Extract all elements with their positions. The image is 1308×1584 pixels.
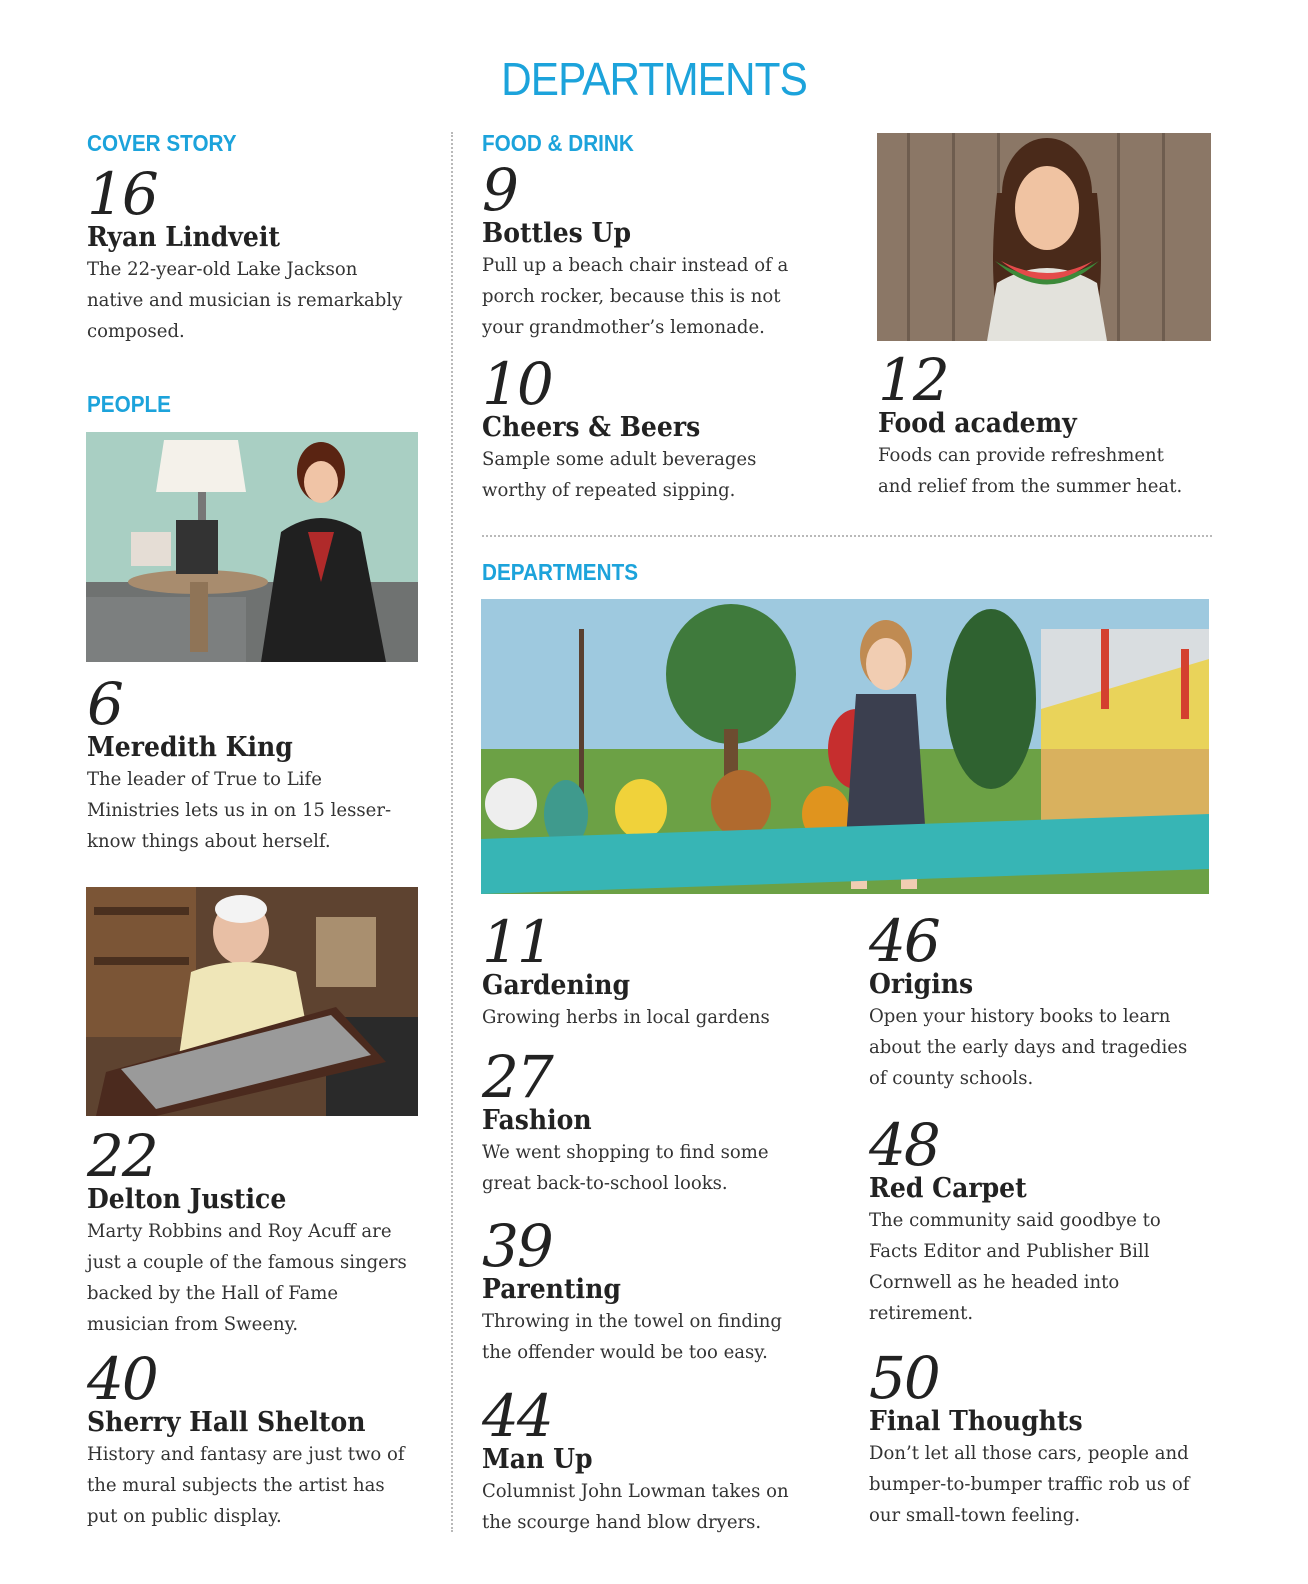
entry-man-up[interactable] — [482, 1382, 832, 1538]
entry-description: Growing herbs in local gardens — [482, 1006, 770, 1028]
entry-title: Meredith King — [87, 732, 293, 763]
entry-description: Open your history books to learn about the early days and tragedies of county schools. — [869, 1005, 1188, 1089]
entry-title: Sherry Hall Shelton — [87, 1407, 366, 1438]
page-number: 10 — [482, 350, 552, 418]
entry-title: Fashion — [482, 1105, 592, 1136]
photo-delton-justice — [86, 887, 418, 1116]
entry-description: Foods can provide refreshment and relief from the summer heat. — [878, 444, 1183, 497]
section-food-drink: FOOD & DRINK — [482, 130, 634, 156]
entry-description: Columnist John Lowman takes on the scourge hand blow dryers. — [482, 1480, 789, 1533]
section-departments: DEPARTMENTS — [482, 559, 639, 585]
section-cover-story: COVER STORY — [87, 130, 237, 156]
page-number: 46 — [869, 907, 939, 975]
entry-description: The community said goodbye to Facts Editor and Publisher Bill Cornwell as he headed into retirement. — [869, 1209, 1161, 1324]
photo-meredith-king — [86, 432, 418, 662]
entry-description: Pull up a beach chair instead of a porch rocker, because this is not your grandmother’s lemonade. — [482, 254, 789, 338]
entry-description: We went shopping to find some great back-to-school looks. — [482, 1141, 769, 1194]
page-number: 48 — [869, 1111, 939, 1179]
entry-description: History and fantasy are just two of the mural subjects the artist has put on public display. — [87, 1443, 405, 1527]
page-number: 50 — [869, 1344, 939, 1412]
entry-title: Ryan Lindveit — [87, 222, 281, 253]
page-number: 11 — [482, 908, 552, 976]
entry-parenting[interactable] — [482, 1212, 832, 1368]
entry-bottles-up[interactable] — [482, 156, 832, 343]
entry-description: The leader of True to Life Ministries lets us in on 15 lesser-know things about herself. — [87, 768, 392, 852]
entry-title: Origins — [869, 969, 974, 1000]
entry-ryan-lindveit[interactable] — [87, 160, 427, 347]
section-people: PEOPLE — [87, 391, 171, 417]
column-divider-vertical — [451, 132, 453, 1532]
page-number: 39 — [482, 1212, 552, 1280]
entry-delton-justice[interactable] — [87, 1122, 427, 1340]
entry-title: Parenting — [482, 1274, 621, 1305]
entry-description: Don’t let all those cars, people and bumper-to-bumper traffic rob us of our small-town feeling. — [869, 1442, 1190, 1526]
entry-sherry-hall-shelton[interactable] — [87, 1345, 427, 1532]
entry-title: Food academy — [878, 408, 1077, 439]
page-number: 16 — [87, 160, 157, 228]
entry-final-thoughts[interactable] — [869, 1344, 1209, 1531]
entry-title: Red Carpet — [869, 1173, 1027, 1204]
entry-title: Delton Justice — [87, 1184, 287, 1215]
entry-cheers-beers[interactable] — [482, 350, 832, 506]
photo-mural-departments — [481, 599, 1209, 894]
page-number: 12 — [878, 346, 948, 414]
entry-gardening[interactable] — [482, 908, 832, 1033]
entry-food-academy[interactable] — [878, 346, 1218, 502]
entry-origins[interactable] — [869, 907, 1209, 1094]
entry-description: Marty Robbins and Roy Acuff are just a couple of the famous singers backed by the Hall of Fame musician from Sweeny. — [87, 1220, 407, 1335]
entry-title: Cheers & Beers — [482, 412, 701, 443]
entry-title: Man Up — [482, 1444, 593, 1475]
entry-title: Bottles Up — [482, 218, 632, 249]
page-number: 44 — [482, 1382, 552, 1450]
page-number: 27 — [482, 1043, 552, 1111]
page-number: 40 — [87, 1345, 157, 1413]
entry-title: Gardening — [482, 970, 631, 1001]
entry-description: Throwing in the towel on finding the offender would be too easy. — [482, 1310, 782, 1363]
entry-fashion[interactable] — [482, 1043, 832, 1199]
entry-description: The 22-year-old Lake Jackson native and musician is remarkably composed. — [87, 258, 403, 342]
section-divider-horizontal — [482, 535, 1212, 537]
entry-red-carpet[interactable] — [869, 1111, 1209, 1329]
page-number: 22 — [87, 1122, 157, 1190]
entry-meredith-king[interactable] — [87, 670, 427, 857]
page-title: DEPARTMENTS — [501, 53, 807, 105]
photo-food-academy — [877, 133, 1211, 341]
entry-description: Sample some adult beverages worthy of repeated sipping. — [482, 448, 757, 501]
page-number: 6 — [87, 670, 122, 738]
page-number: 9 — [482, 156, 517, 224]
entry-title: Final Thoughts — [869, 1406, 1083, 1437]
